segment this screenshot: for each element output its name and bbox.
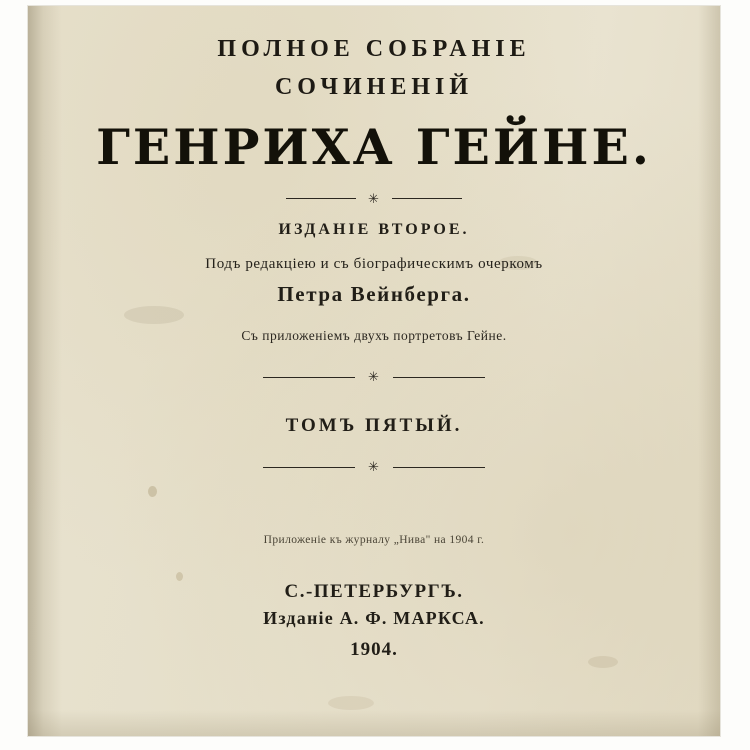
- ornament-rule: [257, 458, 491, 476]
- ornament-glyph: ✳: [368, 190, 380, 206]
- book-title-page: [28, 6, 720, 736]
- ornament-divider-lower: [68, 458, 680, 476]
- ornament-bar-right: [392, 198, 462, 200]
- ornament-bar-right: [393, 377, 485, 379]
- ornament-glyph: ✳: [368, 459, 380, 475]
- title-page-text-block: [68, 6, 680, 736]
- ornament-glyph: ✳: [368, 369, 380, 385]
- ornament-rule: [257, 368, 491, 386]
- volume-number: ТОМЪ ПЯТЫЙ.: [285, 415, 463, 436]
- collection-title-line-2: СОЧИНЕНІЙ: [274, 74, 474, 100]
- publication-year: 1904.: [350, 639, 398, 660]
- portraits-note: Съ приложеніемъ двухъ портретовъ Гейне.: [241, 328, 507, 343]
- ornament-bar-left: [263, 377, 355, 379]
- edition-statement: ИЗДАНІЕ ВТОРОЕ.: [278, 221, 470, 238]
- binding-gutter-shadow: [28, 6, 62, 736]
- supplement-note: Приложеніе къ журналу „Нива" на 1904 г.: [263, 534, 485, 546]
- editor-name: Петра Вейнберга.: [277, 282, 471, 306]
- right-edge-shadow: [698, 6, 720, 736]
- ornament-bar-left: [263, 467, 355, 469]
- editor-note: Подъ редакціею и съ біографическимъ очеркомъ: [205, 256, 543, 272]
- ornament-bar-right: [393, 467, 485, 469]
- publisher-name: Изданіе А. Ф. МАРКСА.: [263, 608, 485, 628]
- ornament-divider-top: [68, 190, 680, 207]
- publication-city: С.-ПЕТЕРБУРГЪ.: [284, 581, 464, 602]
- ornament-bar-left: [286, 198, 356, 200]
- collection-title-line-1: ПОЛНОЕ СОБРАНІЕ: [217, 36, 531, 62]
- ornament-rule: [280, 190, 467, 207]
- ornament-divider-middle: [68, 368, 680, 386]
- author-name: ГЕНРИХА ГЕЙНЕ.: [96, 118, 652, 176]
